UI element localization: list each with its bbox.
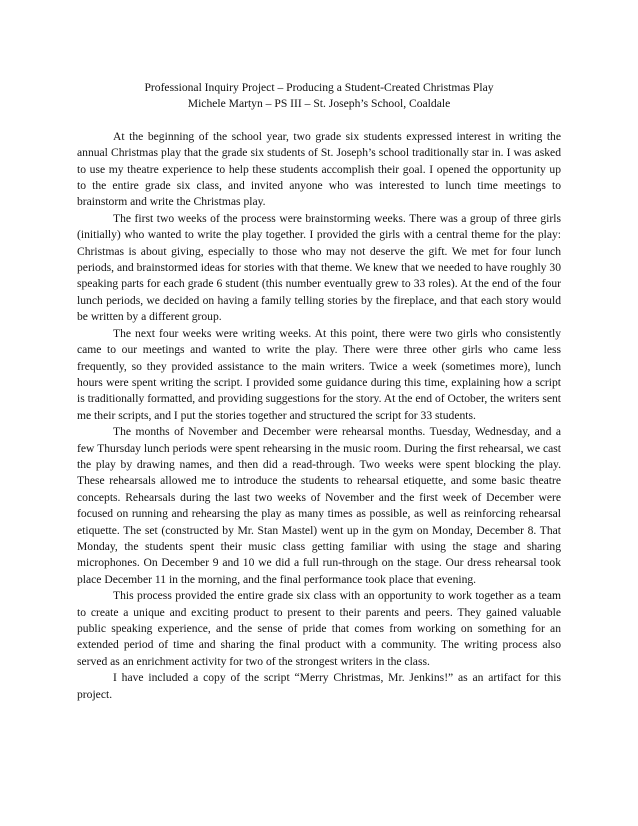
document-title-block bbox=[77, 80, 561, 113]
paragraph-outcomes: This process provided the entire grade six class with an opportunity to work together as a team to create a unique and exciting product to present to their parents and peers. They gained valuable public speaking experience, and the sense of pride that comes from working on something for an extended period of time and sharing the final product with a community. The writing process also served as an enrichment activity for two of the strongest writers in the class. bbox=[77, 589, 561, 668]
paragraph-introduction: At the beginning of the school year, two grade six students expressed interest in writing the annual Christmas play that the grade six students of St. Joseph’s school traditionally star in. I was asked to use my theatre experience to help these students accomplish their goal. I opened the opportunity up to the entire grade six class, and invited anyone who was interested to lunch time meetings to brainstorm and write the Christmas play. bbox=[77, 129, 561, 209]
document-subtitle: Michele Martyn – PS III – St. Joseph’s School, Coaldale bbox=[187, 97, 451, 111]
paragraph-rehearsal: The months of November and December were rehearsal months. Tuesday, Wednesday, and a few Thursday lunch periods were spent rehearsing in the music room. During the first rehearsal, we cast the play by drawing names, and then did a read-through. Two weeks were spent blocking the play. These rehearsals allowed me to introduce the students to rehearsal etiquette, and some basic theatre concepts. Rehearsals during the last two weeks of November and the first week of December were focused on running and rehearsing the play as many times as possible, as well as reinforcing rehearsal etiquette. The set (constructed by Mr. Stan Mastel) went up in the gym on Monday, December 8. That Monday, the students spent their music class getting familiar with using the stage and sharing microphones. On December 9 and 10 we did a full run-through on the stage. Our dress rehearsal took place December 11 in the morning, and the final performance took place that evening. bbox=[77, 425, 561, 586]
document-page bbox=[77, 80, 561, 703]
paragraph-writing: The next four weeks were writing weeks. At this point, there were two girls who consistently came to our meetings and wanted to write the play. There were three other girls who came less frequently, so they provided assistance to the main writers. Twice a week (sometimes more), lunch hours were spent writing the script. I provided some guidance during this time, explaining how a script is traditionally formatted, and providing suggestions for the story. At the end of October, the writers sent me their scripts, and I put the stories together and structured the script for 33 students. bbox=[77, 326, 562, 422]
paragraph-brainstorming: The first two weeks of the process were brainstorming weeks. There was a group of three girls (initially) who wanted to write the play together. I provided the girls with a central theme for the play: Christmas is about giving, especially to those who may not deserve the gift. We met for four lunch periods, and brainstormed ideas for stories with that theme. We knew that we needed to have roughly 30 speaking parts for each grade 6 student (this number eventually grew to 33 roles). At the end of the four lunch periods, we decided on having a family telling stories by the fireplace, and that each story would be written by a different group. bbox=[77, 211, 561, 324]
document-title: Professional Inquiry Project – Producing a Student-Created Christmas Play bbox=[144, 81, 494, 94]
paragraph-artifact: I have included a copy of the script “Merry Christmas, Mr. Jenkins!” as an artifact for this project. bbox=[77, 671, 561, 701]
